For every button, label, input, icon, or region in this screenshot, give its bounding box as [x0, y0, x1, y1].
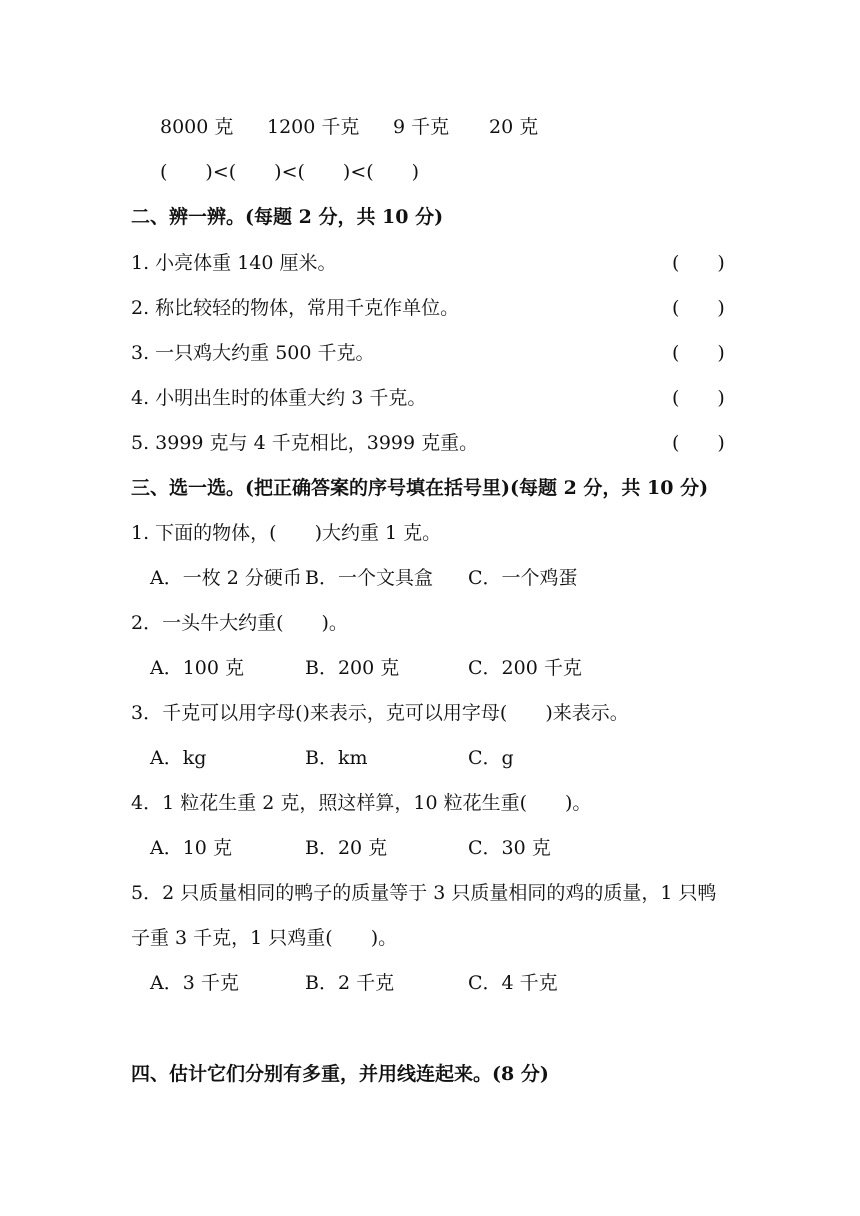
compare-item-1: 8000 克 — [160, 116, 234, 138]
choice-3-option-a[interactable]: A．kg — [150, 747, 207, 769]
choice-1-option-b[interactable]: B．一个文具盒 — [305, 567, 433, 589]
judge-answer-5[interactable]: ( ) — [672, 432, 725, 454]
compare-item-4: 20 克 — [489, 116, 539, 138]
compare-blanks[interactable]: ( )<( )<( )<( ) — [160, 161, 420, 183]
choice-3-option-c[interactable]: C．g — [468, 747, 514, 769]
judge-item-3: 3. 一只鸡大约重 500 千克。 — [131, 342, 375, 364]
choice-question-4: 4．1 粒花生重 2 克，照这样算，10 粒花生重( )。 — [131, 792, 592, 814]
choice-5-option-c[interactable]: C．4 千克 — [468, 972, 558, 994]
choice-2-option-a[interactable]: A．100 克 — [150, 657, 245, 679]
judge-item-2: 2. 称比较轻的物体，常用千克作单位。 — [131, 297, 460, 319]
choice-1-option-c[interactable]: C．一个鸡蛋 — [468, 567, 578, 589]
section-2-heading: 二、辨一辨。(每题 2 分，共 10 分) — [131, 206, 444, 228]
choice-question-2: 2．一头牛大约重( )。 — [131, 612, 348, 634]
judge-item-5: 5. 3999 克与 4 千克相比，3999 克重。 — [131, 432, 479, 454]
compare-item-2: 1200 千克 — [267, 116, 360, 138]
section-3-heading: 三、选一选。(把正确答案的序号填在括号里)(每题 2 分，共 10 分) — [131, 477, 709, 499]
judge-item-4: 4. 小明出生时的体重大约 3 千克。 — [131, 387, 427, 409]
judge-answer-1[interactable]: ( ) — [672, 252, 725, 274]
section-4-heading: 四、估计它们分别有多重，并用线连起来。(8 分) — [131, 1063, 549, 1085]
judge-answer-2[interactable]: ( ) — [672, 297, 725, 319]
choice-1-option-a[interactable]: A．一枚 2 分硬币 — [150, 567, 302, 589]
choice-question-1: 1. 下面的物体，( )大约重 1 克。 — [131, 522, 442, 544]
choice-5-option-a[interactable]: A．3 千克 — [150, 972, 239, 994]
choice-4-option-a[interactable]: A．10 克 — [150, 837, 232, 859]
choice-question-5: 5．2 只质量相同的鸭子的质量等于 3 只质量相同的鸡的质量，1 只鸭 — [131, 882, 717, 904]
choice-4-option-c[interactable]: C．30 克 — [468, 837, 551, 859]
judge-answer-3[interactable]: ( ) — [672, 342, 725, 364]
choice-3-option-b[interactable]: B．km — [305, 747, 368, 769]
choice-2-option-c[interactable]: C．200 千克 — [468, 657, 582, 679]
judge-answer-4[interactable]: ( ) — [672, 387, 725, 409]
choice-4-option-b[interactable]: B．20 克 — [305, 837, 388, 859]
compare-item-3: 9 千克 — [393, 116, 450, 138]
choice-5-option-b[interactable]: B．2 千克 — [305, 972, 395, 994]
choice-question-5-continued: 子重 3 千克，1 只鸡重( )。 — [131, 927, 398, 949]
judge-item-1: 1. 小亮体重 140 厘米。 — [131, 252, 337, 274]
choice-2-option-b[interactable]: B．200 克 — [305, 657, 400, 679]
choice-question-3: 3．千克可以用字母()来表示，克可以用字母( )来表示。 — [131, 702, 629, 724]
